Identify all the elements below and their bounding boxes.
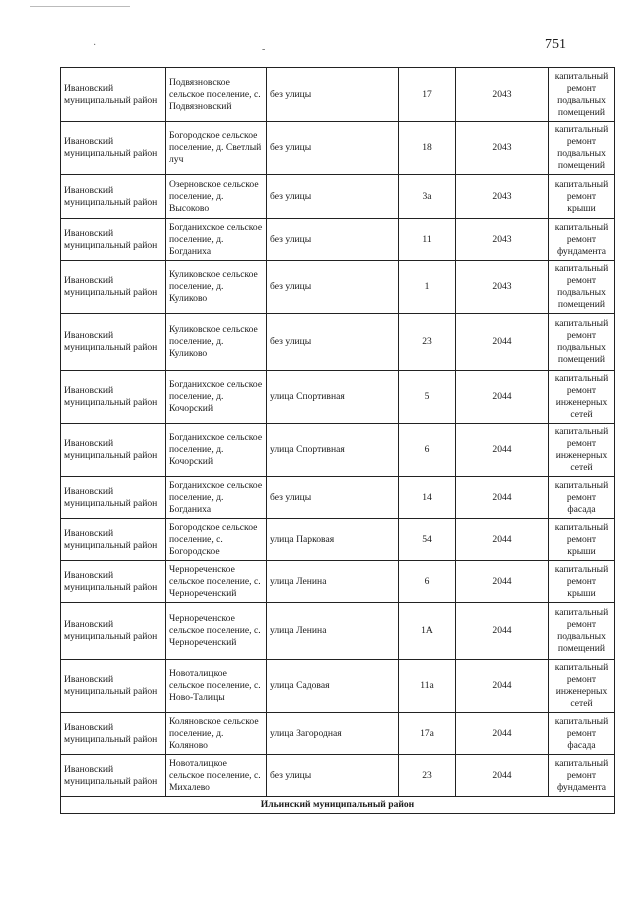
work-type-cell: капитальный ремонт подвальных помещений xyxy=(549,261,615,314)
year-cell: 2043 xyxy=(456,68,549,122)
district-cell: Ивановский муниципальный район xyxy=(61,424,166,477)
district-cell: Ивановский муниципальный район xyxy=(61,219,166,261)
street-cell: без улицы xyxy=(267,755,399,797)
work-type-cell: капитальный ремонт инженерных сетей xyxy=(549,424,615,477)
house-number-cell: 18 xyxy=(399,122,456,175)
house-number-cell: 1А xyxy=(399,603,456,660)
table-row xyxy=(61,755,615,797)
district-cell: Ивановский муниципальный район xyxy=(61,519,166,561)
settlement-cell: Новоталицкое сельское поселение, с. Михалево xyxy=(166,755,267,797)
house-number-cell: 1 xyxy=(399,261,456,314)
table-row xyxy=(61,713,615,755)
street-cell: без улицы xyxy=(267,219,399,261)
work-type-cell: капитальный ремонт фасада xyxy=(549,713,615,755)
street-cell: без улицы xyxy=(267,477,399,519)
scan-dot: · xyxy=(93,40,97,51)
table-row xyxy=(61,477,615,519)
year-cell: 2044 xyxy=(456,660,549,713)
settlement-cell: Озерновское сельское поселение, д. Высоково xyxy=(166,175,267,219)
district-cell: Ивановский муниципальный район xyxy=(61,68,166,122)
house-number-cell: 3а xyxy=(399,175,456,219)
table-row xyxy=(61,219,615,261)
house-number-cell: 23 xyxy=(399,755,456,797)
district-cell: Ивановский муниципальный район xyxy=(61,314,166,371)
section-title: Ильинский муниципальный район xyxy=(61,797,615,814)
district-cell: Ивановский муниципальный район xyxy=(61,477,166,519)
work-type-cell: капитальный ремонт фундамента xyxy=(549,219,615,261)
page-number: 751 xyxy=(545,37,566,52)
year-cell: 2043 xyxy=(456,261,549,314)
year-cell: 2044 xyxy=(456,603,549,660)
settlement-cell: Подвязновское сельское поселение, с. Подвязновский xyxy=(166,68,267,122)
street-cell: улица Спортивная xyxy=(267,371,399,424)
work-type-cell: капитальный ремонт инженерных сетей xyxy=(549,660,615,713)
work-type-cell: капитальный ремонт подвальных помещений xyxy=(549,122,615,175)
work-type-cell: капитальный ремонт подвальных помещений xyxy=(549,68,615,122)
district-cell: Ивановский муниципальный район xyxy=(61,261,166,314)
year-cell: 2044 xyxy=(456,477,549,519)
repair-schedule-table xyxy=(60,67,615,814)
settlement-cell: Куликовское сельское поселение, д. Куликово xyxy=(166,261,267,314)
street-cell: улица Загородная xyxy=(267,713,399,755)
house-number-cell: 6 xyxy=(399,424,456,477)
house-number-cell: 23 xyxy=(399,314,456,371)
settlement-cell: Богданихское сельское поселение, д. Кочорский xyxy=(166,424,267,477)
table-row xyxy=(61,261,615,314)
house-number-cell: 11 xyxy=(399,219,456,261)
settlement-cell: Богданихское сельское поселение, д. Кочорский xyxy=(166,371,267,424)
street-cell: без улицы xyxy=(267,175,399,219)
settlement-cell: Куликовское сельское поселение, д. Куликово xyxy=(166,314,267,371)
district-cell: Ивановский муниципальный район xyxy=(61,713,166,755)
street-cell: улица Парковая xyxy=(267,519,399,561)
table-row xyxy=(61,424,615,477)
settlement-cell: Богданихское сельское поселение, д. Богданиха xyxy=(166,219,267,261)
year-cell: 2044 xyxy=(456,424,549,477)
year-cell: 2044 xyxy=(456,713,549,755)
section-header-row xyxy=(61,797,615,814)
house-number-cell: 17 xyxy=(399,68,456,122)
house-number-cell: 54 xyxy=(399,519,456,561)
house-number-cell: 17а xyxy=(399,713,456,755)
year-cell: 2044 xyxy=(456,519,549,561)
table-row xyxy=(61,519,615,561)
house-number-cell: 5 xyxy=(399,371,456,424)
year-cell: 2044 xyxy=(456,314,549,371)
table-row xyxy=(61,561,615,603)
street-cell: без улицы xyxy=(267,122,399,175)
year-cell: 2044 xyxy=(456,371,549,424)
district-cell: Ивановский муниципальный район xyxy=(61,660,166,713)
work-type-cell: капитальный ремонт крыши xyxy=(549,519,615,561)
settlement-cell: Чернореченское сельское поселение, с. Чернореченский xyxy=(166,603,267,660)
year-cell: 2044 xyxy=(456,561,549,603)
scan-artifact xyxy=(30,6,130,9)
year-cell: 2043 xyxy=(456,122,549,175)
settlement-cell: Богданихское сельское поселение, д. Богданиха xyxy=(166,477,267,519)
district-cell: Ивановский муниципальный район xyxy=(61,371,166,424)
street-cell: без улицы xyxy=(267,68,399,122)
work-type-cell: капитальный ремонт крыши xyxy=(549,175,615,219)
work-type-cell: капитальный ремонт подвальных помещений xyxy=(549,314,615,371)
table-row xyxy=(61,371,615,424)
work-type-cell: капитальный ремонт подвальных помещений xyxy=(549,603,615,660)
settlement-cell: Чернореченское сельское поселение, с. Чернореченский xyxy=(166,561,267,603)
table-row xyxy=(61,122,615,175)
year-cell: 2044 xyxy=(456,755,549,797)
house-number-cell: 11а xyxy=(399,660,456,713)
street-cell: улица Ленина xyxy=(267,603,399,660)
work-type-cell: капитальный ремонт крыши xyxy=(549,561,615,603)
table-row xyxy=(61,603,615,660)
table-row xyxy=(61,314,615,371)
street-cell: без улицы xyxy=(267,261,399,314)
house-number-cell: 6 xyxy=(399,561,456,603)
table-body xyxy=(61,68,615,814)
settlement-cell: Новоталицкое сельское поселение, с. Ново-Талицы xyxy=(166,660,267,713)
settlement-cell: Коляновское сельское поселение, д. Коляново xyxy=(166,713,267,755)
house-number-cell: 14 xyxy=(399,477,456,519)
table-row xyxy=(61,660,615,713)
street-cell: улица Спортивная xyxy=(267,424,399,477)
district-cell: Ивановский муниципальный район xyxy=(61,175,166,219)
scan-dot: - xyxy=(262,44,266,55)
district-cell: Ивановский муниципальный район xyxy=(61,561,166,603)
settlement-cell: Богородское сельское поселение, с. Богородское xyxy=(166,519,267,561)
street-cell: улица Ленина xyxy=(267,561,399,603)
year-cell: 2043 xyxy=(456,175,549,219)
settlement-cell: Богородское сельское поселение, д. Светлый луч xyxy=(166,122,267,175)
work-type-cell: капитальный ремонт инженерных сетей xyxy=(549,371,615,424)
district-cell: Ивановский муниципальный район xyxy=(61,122,166,175)
table-row xyxy=(61,175,615,219)
street-cell: без улицы xyxy=(267,314,399,371)
district-cell: Ивановский муниципальный район xyxy=(61,755,166,797)
year-cell: 2043 xyxy=(456,219,549,261)
work-type-cell: капитальный ремонт фасада xyxy=(549,477,615,519)
street-cell: улица Садовая xyxy=(267,660,399,713)
district-cell: Ивановский муниципальный район xyxy=(61,603,166,660)
table-row xyxy=(61,68,615,122)
work-type-cell: капитальный ремонт фундамента xyxy=(549,755,615,797)
